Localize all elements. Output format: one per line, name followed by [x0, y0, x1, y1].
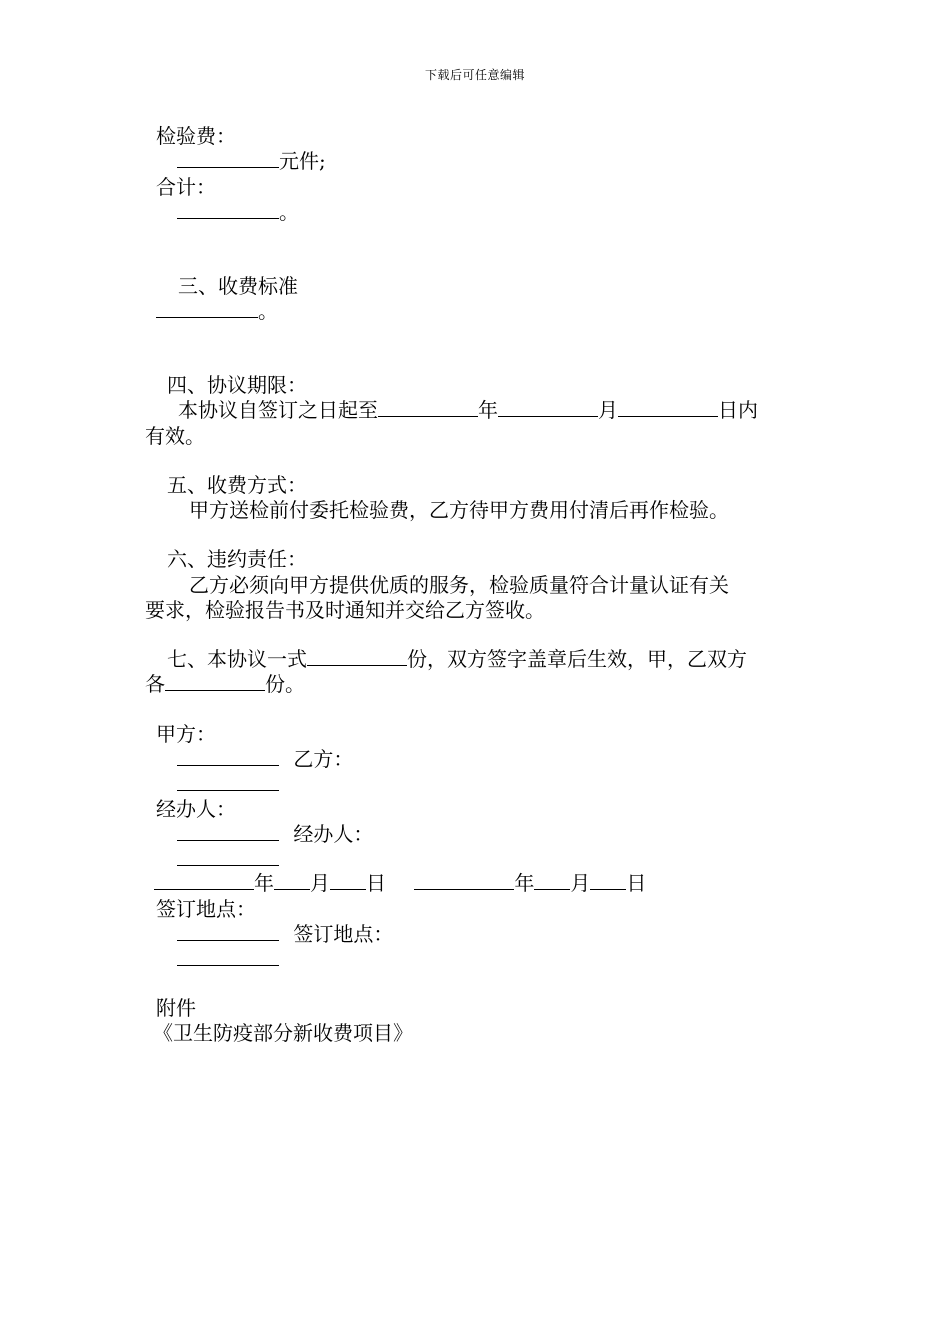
place-a-line: [177, 922, 393, 946]
total-blank[interactable]: [177, 200, 279, 219]
party-a-line: [177, 747, 353, 771]
page-header-note: 下载后可任意编辑: [424, 68, 525, 82]
sign-date-line: [154, 871, 646, 895]
section7-line2-prefix: 各: [145, 672, 165, 696]
agent-a-label: 经办人：: [156, 797, 236, 821]
term-day-blank[interactable]: [618, 398, 718, 417]
inspection-fee-label: 检验费：: [156, 124, 236, 148]
date-b-month: 月: [570, 871, 591, 895]
agent-b-line: [177, 847, 279, 871]
copies-blank[interactable]: [307, 647, 407, 666]
date-b-year: 年: [514, 871, 535, 895]
each-copies-blank[interactable]: [165, 672, 265, 691]
date-a-year: 年: [254, 871, 274, 895]
total-period: 。: [279, 200, 299, 224]
agent-b-label: 经办人：: [293, 822, 374, 846]
section4-year: 年: [478, 398, 498, 422]
section4-month: 月: [598, 398, 618, 422]
section5-body: 甲方送检前付委托检验费，乙方待甲方费用付清后再作检验。: [189, 498, 729, 522]
section6-title: 六、违约责任：: [167, 547, 307, 571]
section3-line: [156, 299, 278, 323]
section6-body-line1: 乙方必须向甲方提供优质的服务，检验质量符合计量认证有关: [189, 573, 729, 597]
place-b-label: 签订地点：: [293, 922, 394, 946]
party-a-label: 甲方：: [156, 722, 216, 746]
attachment-label: 附件: [156, 996, 196, 1020]
attachment-title: 《卫生防疫部分新收费项目》: [153, 1021, 413, 1045]
place-b-blank[interactable]: [177, 947, 279, 966]
place-a-blank[interactable]: [177, 922, 279, 941]
agent-a-line: [177, 822, 373, 846]
section4-title: 四、协议期限：: [167, 373, 307, 397]
total-label: 合计：: [156, 175, 216, 199]
agent-b-blank[interactable]: [177, 847, 279, 866]
date-b-month-blank[interactable]: [534, 871, 570, 890]
agent-a-blank[interactable]: [177, 822, 279, 841]
fee-unit-text: 元件;: [279, 149, 326, 173]
section4-line1: [178, 398, 758, 422]
date-b-year-blank[interactable]: [414, 871, 514, 890]
section4-day-within: 日内: [718, 398, 758, 422]
date-a-year-blank[interactable]: [154, 871, 254, 890]
date-b-day-blank[interactable]: [590, 871, 626, 890]
date-a-day: 日: [366, 871, 386, 895]
place-a-label: 签订地点：: [156, 897, 256, 921]
inspection-fee-blank[interactable]: [177, 149, 279, 168]
section4-prefix: 本协议自签订之日起至: [178, 398, 378, 422]
place-b-line: [177, 947, 279, 971]
date-b-day: 日: [626, 871, 647, 895]
section7-suffix: 份，双方签字盖章后生效，甲，乙双方: [407, 647, 747, 671]
section6-body-line2: 要求，检验报告书及时通知并交给乙方签收。: [145, 598, 545, 622]
section7-line2-suffix: 份。: [265, 672, 305, 696]
section5-title: 五、收费方式：: [167, 473, 307, 497]
section4-line2: 有效。: [145, 424, 205, 448]
term-year-blank[interactable]: [378, 398, 478, 417]
inspection-fee-line: [177, 149, 326, 173]
date-a-day-blank[interactable]: [330, 871, 366, 890]
term-month-blank[interactable]: [498, 398, 598, 417]
section7-line2: [145, 672, 305, 696]
party-b-label: 乙方：: [293, 747, 354, 771]
date-a-month-blank[interactable]: [274, 871, 310, 890]
party-b-line: [177, 772, 279, 796]
total-line: [177, 200, 299, 224]
party-b-blank[interactable]: [177, 772, 279, 791]
date-a-month: 月: [310, 871, 330, 895]
party-a-blank[interactable]: [177, 747, 279, 766]
fee-standard-blank[interactable]: [156, 299, 258, 318]
section7-prefix: 七、本协议一式: [167, 647, 307, 671]
section3-period: 。: [258, 299, 278, 323]
section3-title: 三、收费标准: [178, 274, 298, 298]
section7-line1: [167, 647, 747, 671]
